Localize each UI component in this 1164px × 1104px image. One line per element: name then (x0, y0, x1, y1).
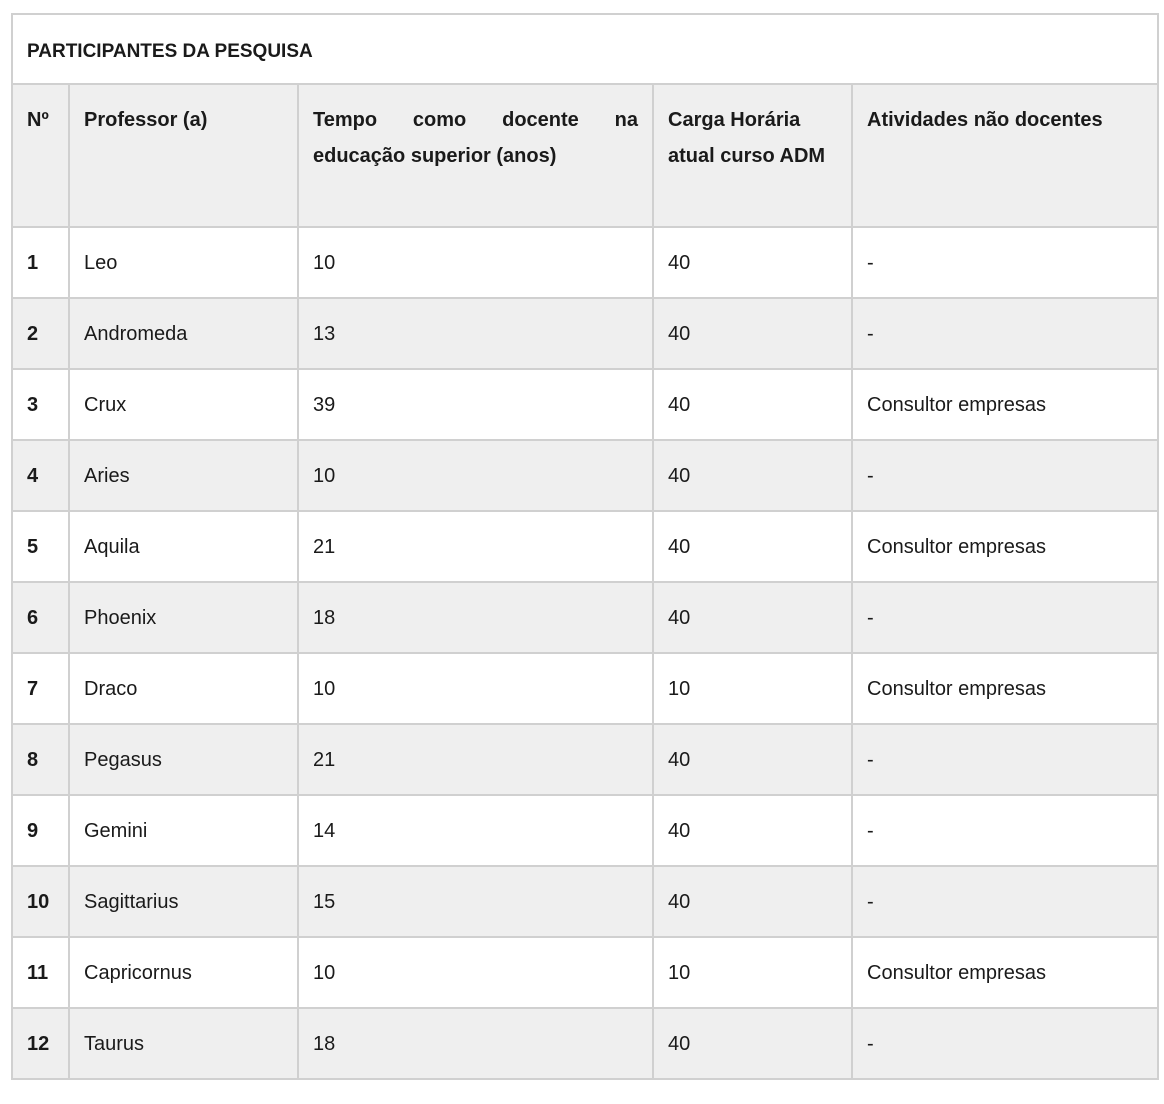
cell-professor: Phoenix (69, 582, 298, 653)
cell-professor: Taurus (69, 1008, 298, 1079)
cell-carga: 40 (653, 298, 852, 369)
cell-atividades: Consultor empresas (852, 937, 1158, 1008)
cell-num: 9 (12, 795, 69, 866)
cell-atividades: - (852, 298, 1158, 369)
cell-tempo: 21 (298, 724, 653, 795)
header-tempo: Tempo como docente na educação superior (anos) (298, 84, 653, 227)
header-carga: Carga Horária atual curso ADM (653, 84, 852, 227)
cell-carga: 40 (653, 369, 852, 440)
cell-num: 7 (12, 653, 69, 724)
participants-table-container (11, 13, 1157, 1080)
cell-professor: Leo (69, 227, 298, 298)
cell-carga: 40 (653, 440, 852, 511)
cell-tempo: 13 (298, 298, 653, 369)
cell-professor: Draco (69, 653, 298, 724)
cell-tempo: 10 (298, 440, 653, 511)
cell-carga: 40 (653, 1008, 852, 1079)
table-title-row (12, 14, 1158, 84)
table-row (12, 866, 1158, 937)
cell-carga: 40 (653, 511, 852, 582)
cell-professor: Gemini (69, 795, 298, 866)
cell-carga: 40 (653, 227, 852, 298)
cell-atividades: - (852, 724, 1158, 795)
cell-num: 11 (12, 937, 69, 1008)
cell-num: 10 (12, 866, 69, 937)
table-row (12, 724, 1158, 795)
cell-num: 6 (12, 582, 69, 653)
cell-num: 2 (12, 298, 69, 369)
cell-tempo: 10 (298, 653, 653, 724)
cell-tempo: 10 (298, 227, 653, 298)
cell-professor: Aquila (69, 511, 298, 582)
cell-atividades: - (852, 866, 1158, 937)
cell-atividades: - (852, 582, 1158, 653)
table-title: PARTICIPANTES DA PESQUISA (12, 14, 1158, 84)
header-atividades: Atividades não docentes (852, 84, 1158, 227)
table-row (12, 227, 1158, 298)
participants-table (11, 13, 1159, 1080)
cell-atividades: - (852, 795, 1158, 866)
table-row (12, 795, 1158, 866)
cell-carga: 40 (653, 724, 852, 795)
cell-professor: Crux (69, 369, 298, 440)
cell-num: 3 (12, 369, 69, 440)
cell-num: 4 (12, 440, 69, 511)
table-row (12, 653, 1158, 724)
table-body (12, 227, 1158, 1079)
cell-carga: 40 (653, 866, 852, 937)
cell-tempo: 21 (298, 511, 653, 582)
table-row (12, 582, 1158, 653)
cell-tempo: 18 (298, 1008, 653, 1079)
cell-num: 1 (12, 227, 69, 298)
cell-atividades: Consultor empresas (852, 653, 1158, 724)
cell-professor: Andromeda (69, 298, 298, 369)
table-row (12, 298, 1158, 369)
cell-tempo: 10 (298, 937, 653, 1008)
table-row (12, 511, 1158, 582)
cell-tempo: 15 (298, 866, 653, 937)
cell-carga: 40 (653, 795, 852, 866)
cell-atividades: Consultor empresas (852, 511, 1158, 582)
cell-professor: Sagittarius (69, 866, 298, 937)
cell-carga: 40 (653, 582, 852, 653)
cell-tempo: 39 (298, 369, 653, 440)
header-professor: Professor (a) (69, 84, 298, 227)
header-row (12, 84, 1158, 227)
table-row (12, 369, 1158, 440)
header-num: Nº (12, 84, 69, 227)
cell-professor: Aries (69, 440, 298, 511)
cell-professor: Pegasus (69, 724, 298, 795)
cell-atividades: Consultor empresas (852, 369, 1158, 440)
cell-tempo: 18 (298, 582, 653, 653)
cell-atividades: - (852, 440, 1158, 511)
table-row (12, 937, 1158, 1008)
table-row (12, 440, 1158, 511)
table-row (12, 1008, 1158, 1079)
cell-carga: 10 (653, 937, 852, 1008)
cell-atividades: - (852, 227, 1158, 298)
cell-atividades: - (852, 1008, 1158, 1079)
cell-tempo: 14 (298, 795, 653, 866)
cell-professor: Capricornus (69, 937, 298, 1008)
cell-num: 12 (12, 1008, 69, 1079)
cell-carga: 10 (653, 653, 852, 724)
cell-num: 5 (12, 511, 69, 582)
cell-num: 8 (12, 724, 69, 795)
